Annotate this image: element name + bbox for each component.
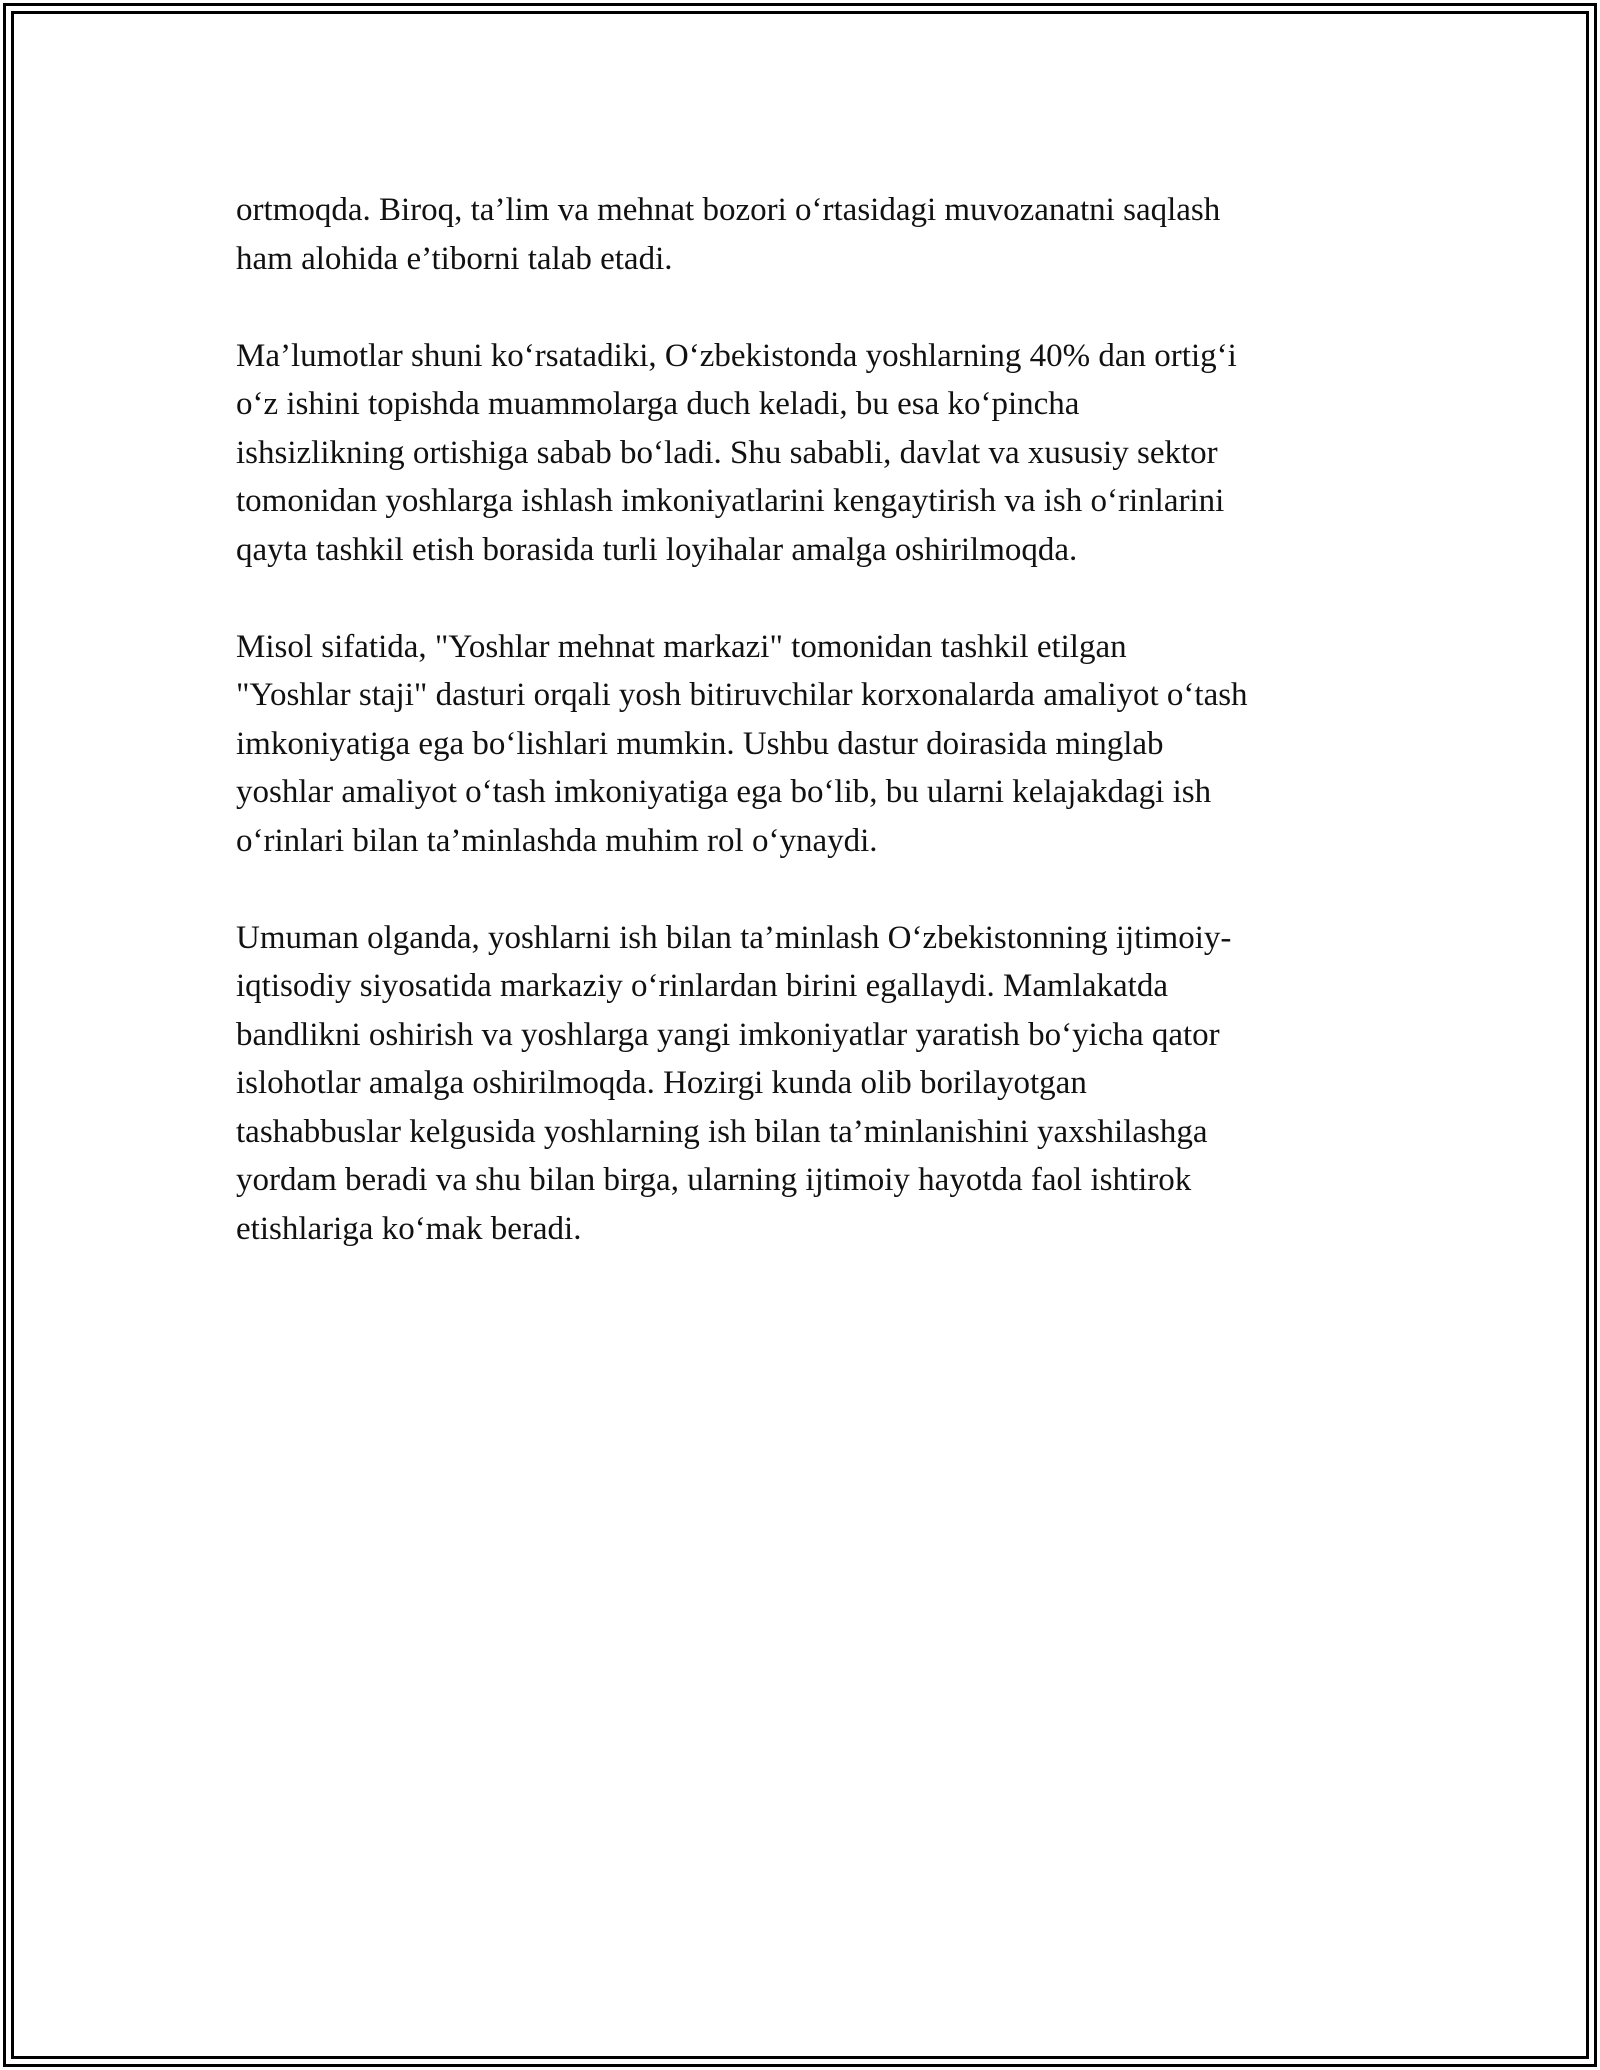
text-line: ham alohida e’tiborni talab etadi.: [236, 240, 673, 277]
text-line: qayta tashkil etish borasida turli loyihalar amalga oshirilmoqda.: [236, 531, 1078, 568]
text-line: o‘z ishini topishda muammolarga duch keladi, bu esa ko‘pincha: [236, 386, 1080, 422]
text-line: ishsizlikning ortishiga sabab bo‘ladi. Shu sababli, davlat va xususiy sektor: [236, 434, 1218, 471]
text-line: etishlariga ko‘mak beradi.: [236, 1210, 582, 1247]
text-line: Misol sifatida, "Yoshlar mehnat markazi" tomonidan tashkil etilgan: [236, 628, 1127, 665]
text-line: o‘rinlari bilan ta’minlashda muhim rol o‘ynaydi.: [236, 822, 878, 859]
text-line: iqtisodiy siyosatida markaziy o‘rinlardan birini egallaydi. Mamlakatda: [236, 968, 1168, 1004]
paragraph-4: [236, 914, 1386, 1254]
text-line: yoshlar amaliyot o‘tash imkoniyatiga ega bo‘lib, bu ularni kelajakdagi ish: [236, 774, 1212, 810]
text-line: Ma’lumotlar shuni ko‘rsatadiki, O‘zbekistonda yoshlarning 40% dan ortig‘i: [236, 337, 1237, 374]
text-line: "Yoshlar staji" dasturi orqali yosh bitiruvchilar korxonalarda amaliyot o‘tash: [236, 677, 1248, 713]
text-line: islohotlar amalga oshirilmoqda. Hozirgi kunda olib borilayotgan: [236, 1065, 1087, 1101]
paragraph-2: [236, 332, 1386, 575]
text-line: ortmoqda. Biroq, ta’lim va mehnat bozori o‘rtasidagi muvozanatni saqlash: [236, 192, 1221, 228]
paragraph-3: [236, 623, 1386, 866]
text-line: bandlikni oshirish va yoshlarga yangi imkoniyatlar yaratish bo‘yicha qator: [236, 1016, 1220, 1053]
text-line: tomonidan yoshlarga ishlash imkoniyatlarini kengaytirish va ish o‘rinlarini: [236, 483, 1225, 519]
paragraph-1: [236, 186, 1386, 283]
text-line: Umuman olganda, yoshlarni ish bilan ta’minlash O‘zbekistonning ijtimoiy-: [236, 919, 1232, 956]
document-body: [236, 186, 1386, 1302]
text-line: imkoniyatiga ega bo‘lishlari mumkin. Ushbu dastur doirasida minglab: [236, 725, 1164, 762]
text-line: yordam beradi va shu bilan birga, ularning ijtimoiy hayotda faol ishtirok: [236, 1162, 1192, 1198]
text-line: tashabbuslar kelgusida yoshlarning ish bilan ta’minlanishini yaxshilashga: [236, 1113, 1208, 1150]
